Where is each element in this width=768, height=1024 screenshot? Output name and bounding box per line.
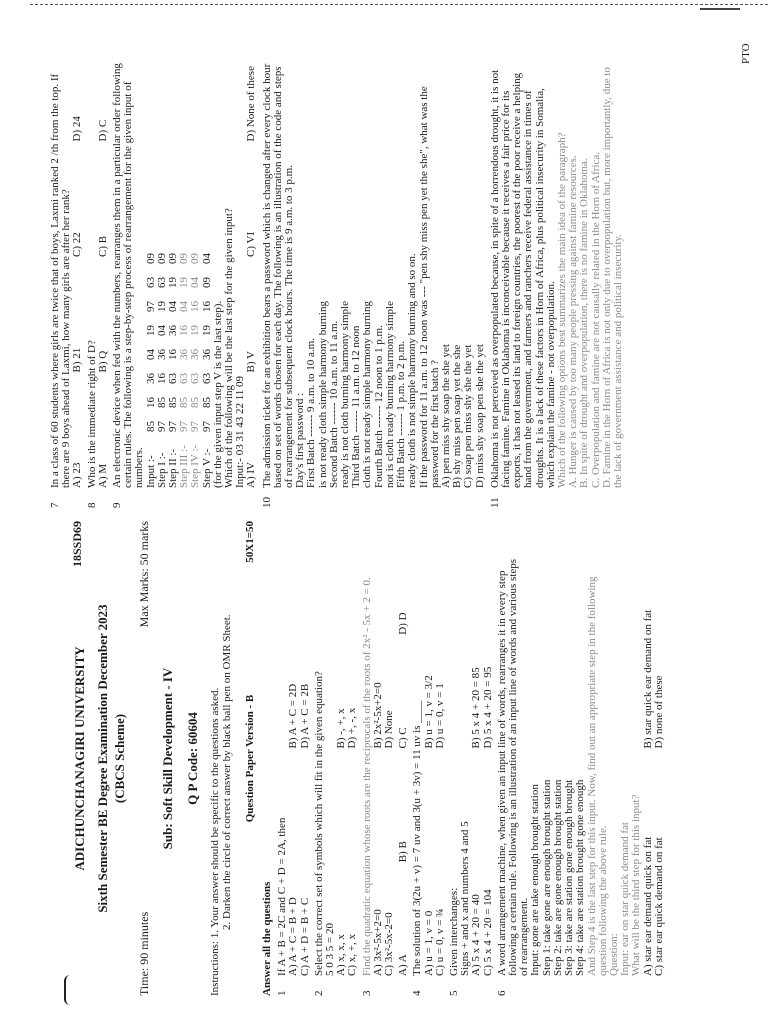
step-number: 85 [155,397,168,408]
question-text: certain rules. The following is a step-by-step process of rearrangement for the given input of [122,81,135,488]
question-body [490,26,624,488]
scheme: (CBCS Scheme) [112,713,128,804]
question-text: An electronic device when fed with the numbers, rearranges them in a particular order following [111,63,124,488]
q6-line: question following the above rule. [596,825,609,976]
q9-steps [146,26,213,508]
option: B) 21 [71,347,84,373]
option: B) 5 x 4 + 20 = 85 [470,667,483,749]
option: A) M [96,463,109,488]
question-6 [497,521,665,996]
question-body [87,26,109,488]
question-text: Find the quadratic equation whose roots are the reciprocals of the roots of 2x² - 5x + 2 = 0. [360,577,373,976]
question-text: Given interchanges: [448,887,461,976]
step-number: 19 [189,325,202,336]
step-number: 04 [167,301,180,312]
question-number [398,976,409,996]
question-10 [262,26,486,508]
q10-line: Third Batch ------ 11 a.m. to 12 noon [350,325,363,488]
question-11 [490,26,624,508]
option: A) star ear demand quick on fat [641,836,654,976]
step-number: 04 [155,325,168,336]
option: D) none of these [652,675,665,749]
option: D) None [383,710,396,749]
q6-line: of rearrangement. [518,897,531,976]
step-number: 19 [178,277,191,288]
q6-line: And Step 4 is the last step for this input. Now, find out an appropriate step in the following [585,576,598,976]
q11-line: which explain the famine - not overpopulation. [544,281,557,488]
left-questions [277,521,494,996]
q6-line: Step 2: take are gone enough brought station [551,779,564,976]
q11-line: hand from the government, and farmers and ranchers receive federal assistance in times of [522,90,535,488]
step-row [190,26,201,488]
question-text: Who is the immediate right of D? [85,340,98,488]
option: C) 3x²-5x-2=0 [383,912,396,976]
q10-line: First Batch ------ 9 a.m. to 10 a.m. [305,338,318,488]
question-9 [112,26,146,508]
option: D) miss shy soap pen she the yet [473,344,486,488]
left-column [0,521,665,996]
question-3 [362,521,396,996]
option: B) V [245,351,258,373]
step-number: 85 [189,397,202,408]
option: C) u = 0, v = ¾ [433,908,446,976]
step-number: 36 [200,349,213,360]
step-number: 97 [189,421,202,432]
option: B) 2x²-5x+2=0 [371,682,384,749]
question-body [449,521,494,976]
step-label: Step II :- [167,448,180,488]
option: B) A + C = 2D [287,683,300,749]
step-number: 16 [144,397,157,408]
options [441,26,486,488]
question-text: numbers. [133,447,146,488]
step-number: 63 [178,373,191,384]
q10-line: is not ready cloth simple harmony burning [316,301,329,488]
question-text: The solution of 3(2u + v) = 7 uv and 3(u + 3v) = 11 uv is ____ [411,700,424,976]
question-number: 6 [495,990,508,996]
q11-option-line: A. Hunger is caused by too many people pressing against famine resources. [567,155,580,488]
step-number: 09 [200,277,213,288]
option: C) x, +, x [346,934,359,976]
q6-line: What will be the third step for this input? [630,794,643,976]
q6-line: following a certain rule. Following is an illustration of an input line of words and various steps [507,558,520,976]
q10-line: not is cloth ready burning harmony simple [383,301,396,488]
step-number: 16 [200,301,213,312]
option: A) IV [245,462,258,488]
q6-line: Input: gone are take enough brought station [529,784,542,976]
q10-line: Day's first password : [294,392,307,488]
options [398,521,409,976]
question-body [50,26,84,488]
question-body [262,26,486,488]
step-number: 19 [144,325,157,336]
step-number: 97 [155,421,168,432]
step-number: 63 [144,277,157,288]
q6-line: Step 3: take are station gone enough brought [563,779,576,976]
q11-option-line: D. Famine in the Horn of Africa is not only due to overpopulation but, more importantly, due to [600,67,613,488]
q11-option-line: Which of the following options best summarizes the main idea of the paragraph? [555,132,568,488]
option: C) star ear quick demand on fat [652,837,665,976]
option: B) shy miss pen soap yet the she [451,344,464,488]
question-1 [277,521,311,996]
q6-line: A word arrangement machine, when given an input line of words, rearranges it in every step [495,570,508,976]
question-body [362,521,396,976]
options [288,521,310,976]
option: A) 5 x 4 + 20 = 40 [470,894,483,976]
answer-all: Answer all the questions [261,881,274,996]
step-number: 36 [144,373,157,384]
step-number: 04 [189,277,202,288]
option: A) x, x, x [335,934,348,976]
option: B) -, +, x [335,708,348,749]
step-number: 36 [167,325,180,336]
question-number: 2 [312,990,325,996]
q11-line: droughts. It is a lack of these factors in Horn of Africa, plus political insecurity in Somalia, [533,88,546,488]
q9-tail [213,26,258,508]
step-number: 16 [167,349,180,360]
q10-line: Fifth Batch ------ 1 p.m. to 2 p.m. [395,341,408,488]
option: C) A + D = B + C [298,897,311,976]
step-number: 04 [144,349,157,360]
question-number: 5 [448,990,461,996]
q11-line: exports, it has not leased its land to foreign countries, the poorest of the poor receive a helping [511,72,524,488]
option: C) 5 x 4 + 20 = 104 [481,889,494,976]
options [643,521,665,976]
exam-title: Sixth Semester BE Degree Examination December 2023 [95,604,111,913]
option: C) VI [245,231,258,257]
option: A) u = 1, v = 0 [422,910,435,976]
step-number: 36 [155,349,168,360]
step-number: 97 [178,421,191,432]
university-name: ADICHUNCHANAGIRI UNIVERSITY [72,646,87,871]
question-text: there are 9 boys ahead of Laxmi, how many girls are after her rank? [60,189,73,488]
qp-code: Q P Code: 60604 [185,712,201,805]
option: D) 5 x 4 + 20 = 95 [481,666,494,749]
q6-line: Step 4: take are station brought gone enough [574,779,587,976]
question-number: 10 [260,497,273,508]
q11-line: facing famine. Famine in Oklahoma is inconceivable because it receives a fair price for its [499,90,512,488]
step-number: 85 [167,397,180,408]
option: B) u = 1, v = 3/2 [422,675,435,749]
paper-version: Question Paper Version - B [243,694,256,823]
option: D) D [397,612,410,635]
step-number: 36 [189,349,202,360]
step-number: 09 [155,253,168,264]
q10-line: Second Batch ------ 10 a.m. to 11 a.m. [327,320,340,488]
question-number: 4 [411,990,424,996]
option: B) star quick ear demand on fat [641,609,654,749]
step-number: 85 [200,397,213,408]
right-questions [50,26,146,508]
question-7 [50,26,84,508]
time-allowed: Time: 90 minutes [137,911,152,996]
question-body [314,521,359,976]
question-number: 9 [111,502,124,508]
option: D) u = 0, v = 1 [433,683,446,749]
question-2 [314,521,359,996]
option: B) B [397,841,410,863]
step-number: 09 [144,253,157,264]
marks-scheme: 50X1=50 [243,521,256,563]
options [72,26,83,488]
instructions [210,521,232,996]
q6-line: Step 1: take gone are enough brought station [540,779,553,976]
option: C) soap pen miss shy she the yet [462,344,475,488]
q11-option-line: B. In spite of drought and overpopulation, there is no famine in Oklahoma. [578,158,591,488]
options [424,521,446,976]
step-number: 19 [200,325,213,336]
question-text: In a class of 60 students where girls are twice that of boys, Laxmi ranked 2 /th from the top. If [49,73,61,488]
q6-line: Question: [607,933,620,976]
step-number: 63 [189,373,202,384]
q11-option-line: the lack of government assistance and political insecurity. [611,233,624,488]
step-number: 97 [144,301,157,312]
question-number: 11 [488,497,501,508]
step-number: 16 [155,373,168,384]
q9-tail-line: (for the given input step V is the last step). [211,300,224,488]
option: D) +, -, x [346,707,359,749]
max-marks: Max Marks: 50 marks [137,521,152,628]
version-row [245,521,256,996]
pto-label: PTO [740,43,752,64]
right-column [0,26,624,508]
option: C) 22 [71,232,84,257]
subject-code: 18SSD69 [70,521,84,568]
step-number: 19 [167,277,180,288]
option: C) C [397,727,410,749]
option: C) B [96,235,109,257]
step-label: Step IV :- [189,444,202,488]
options [373,521,395,976]
step-number: 63 [200,373,213,384]
question-4 [412,521,446,996]
question-text: Select the correct set of symbols which will fit in the given equation? [312,671,325,976]
question-extra: Signs + and x and numbers 4 and 5 [459,821,472,976]
question-body [277,521,311,976]
question-number: 7 [49,502,61,508]
step-number: 04 [200,253,213,264]
step-number: 97 [167,421,180,432]
q11-line: Oklahoma is not perceived as overpopulated because, in spite of a horrendous drought, it is not [488,69,501,488]
instruction-1: Instructions: 1. Your answer should be specific to the questions asked. [209,687,222,996]
step-label: Step III :- [178,445,191,488]
question-number: 3 [360,990,373,996]
step-number: 85 [144,421,157,432]
q10-line: cloth is not ready simple harmony burning [361,301,374,488]
question-body [112,26,146,488]
time-marks-row [139,521,150,996]
option: D) 24 [71,116,84,142]
step-number: 09 [189,253,202,264]
q6-line: Input: ear on star quick demand fat [619,822,632,976]
options [471,521,493,976]
q10-line: of rearrangement for subsequent clock hours. The time is 9 a.m. to 3 p.m. [283,165,296,488]
q10-line: Fourth Batch ------ 12 noon to 1 p.m. [372,325,385,488]
question-body [398,521,409,976]
step-number: 09 [167,253,180,264]
step-number: 19 [155,301,168,312]
q9-tail-line: Input:- 03 31 43 22 11 09 [234,375,247,488]
option: D) C [96,119,109,142]
option: A) pen miss shy soap the she yet [439,344,452,488]
step-label: Step V :- [200,448,213,488]
question-extra: 5 0 3 5 = 20 [324,923,337,976]
step-label: Input :- [144,455,157,488]
options [246,26,257,488]
q10-line: password for the first batch ? [428,360,441,488]
option: A) 23 [71,462,84,488]
q9-tail-line: Which of the following will be the last step for the given input? [223,208,236,488]
option: A) A + C = B + D [287,897,300,976]
question-8 [87,26,109,508]
question-text: If A + B = 2C and C + D = 2A, then [276,817,289,976]
option: D) A + C = 2B [298,683,311,749]
option: D) None of these [245,66,258,142]
option: A) A [397,954,410,976]
q10-line: ready cloth is not simple harmony burning and so on. [406,253,419,488]
q10-line: If the password for 11 a.m. to 12 noon was --- "pen shy miss pen yet the she", what was the [417,86,430,488]
step-number: 16 [178,325,191,336]
margin-bracket [64,975,72,1005]
question-number: 8 [85,502,98,508]
step-number: 09 [178,253,191,264]
q10-line: The admission ticket for an exhibition bears a password which is changed after every clock hour [260,63,273,488]
step-number: 85 [178,397,191,408]
step-number: 04 [178,301,191,312]
q11-option-line: C. Overpopulation and famine are not causally related in the Horn of Africa. [589,152,602,488]
question-number: 1 [276,990,289,996]
question-body [412,521,446,976]
question-sub [398,521,409,996]
options [98,26,109,488]
option: B) Q [96,350,109,373]
question-body [497,521,665,976]
step-number: 63 [155,277,168,288]
step-number: 63 [167,373,180,384]
step-number: 16 [189,301,202,312]
step-number: 36 [178,349,191,360]
question-5 [449,521,494,996]
instruction-2: 2. Darken the circle of correct answer by black ball pen on OMR Sheet. [220,614,233,930]
header-line-1 [72,521,87,996]
q10-line: based on set of words chosen for each day. The following is an illustration of the code and steps [271,66,284,488]
options [336,521,358,976]
step-number: 97 [200,421,213,432]
q10-line: ready is not cloth burning harmony simple [339,301,352,488]
subject-title: Sub: Soft Skill Development - IV [160,667,176,850]
step-label: Step I :- [155,452,168,488]
option: A) 3x²-5x+2=0 [371,909,384,976]
